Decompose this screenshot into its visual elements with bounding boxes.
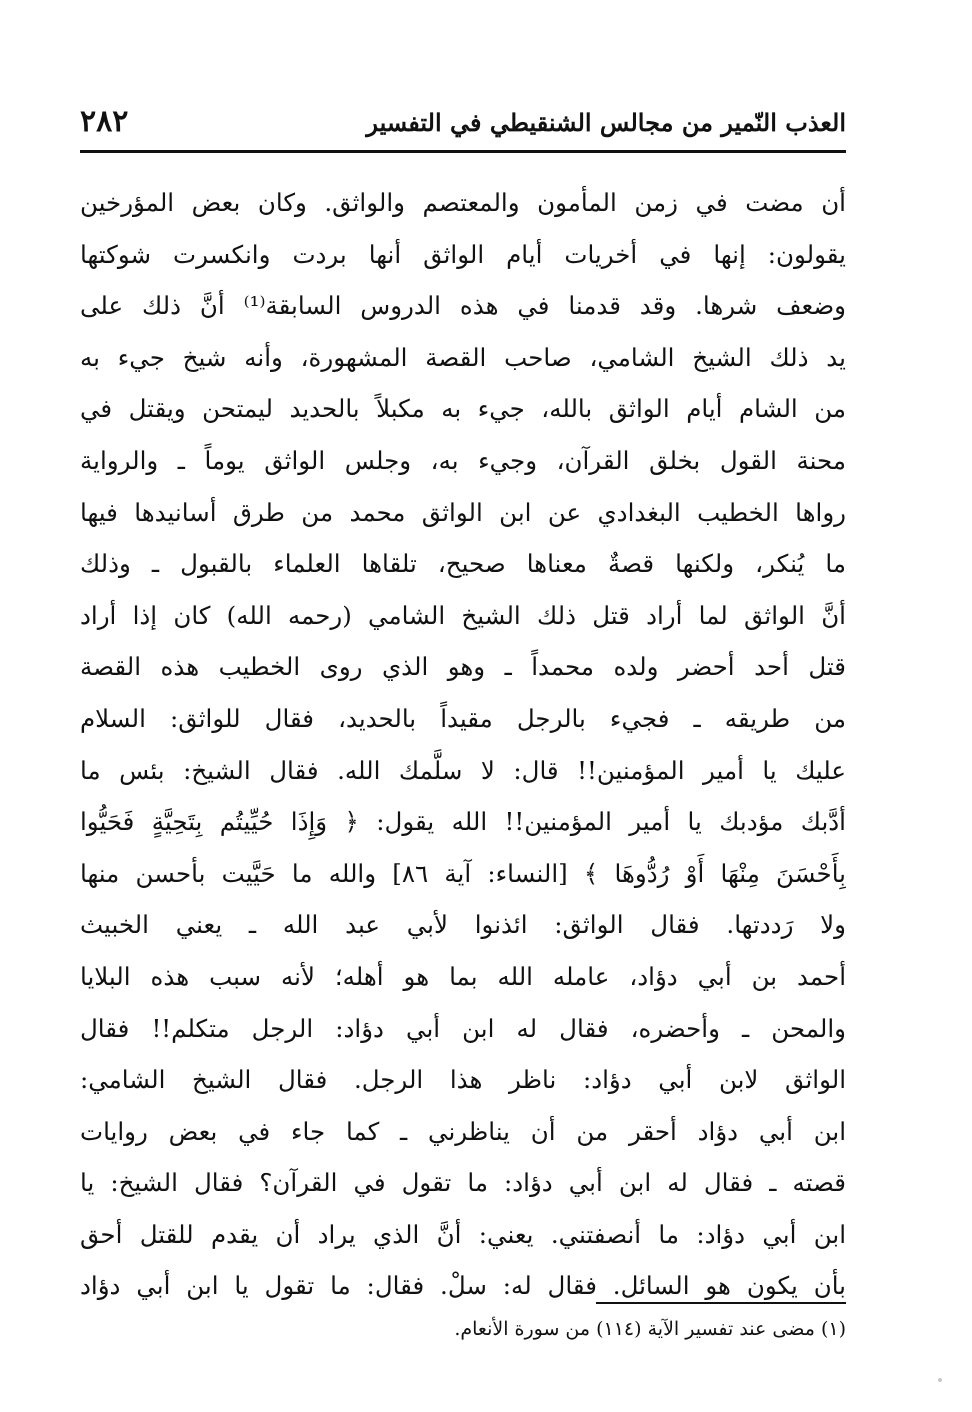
text-line: أن مضت في زمن المأمون والمعتصم والواثق. وكان بعض المؤرخين <box>80 188 846 217</box>
text-line: رواها الخطيب البغدادي عن ابن الواثق محمد من طرق أسانيدها فيها <box>80 497 846 527</box>
text-line: والمحن ـ وأحضره، فقال له ابن أبي دؤاد: الرجل متكلم!! فقال <box>80 1013 846 1043</box>
text-line: يد ذلك الشيخ الشامي، صاحب القصة المشهورة، وأنه شيخ جيء به <box>80 342 846 372</box>
text-line: قتل أحد أحضر ولده محمداً ـ وهو الذي روى الخطيب هذه القصة <box>80 652 846 682</box>
footnote: (١) مضى عند تفسير الآية (١١٤) من سورة الأنعام. <box>454 1318 846 1340</box>
footnote-separator <box>596 1302 846 1304</box>
quran-verse-line: بِأَحْسَنَ مِنْهَا أَوْ رُدُّوهَا ﴾ [النساء: آية ٨٦] والله ما حَيَّيت بأحسن منها <box>80 858 846 888</box>
text-line: بأن يكون هو السائل. فقال له: سلْ. فقال: ما تقول يا ابن أبي دؤاد <box>80 1271 846 1301</box>
running-header <box>80 100 846 153</box>
text-line: ولا رَددتها. فقال الواثق: ائذنوا لأبي عبد الله ـ يعني الخبيث <box>80 910 846 940</box>
scan-speck <box>938 1378 942 1382</box>
body-text <box>80 177 846 1312</box>
text-line: قصته ـ فقال له ابن أبي دؤاد: ما تقول في القرآن؟ فقال الشيخ: يا <box>80 1168 846 1198</box>
page-number: ٢٨٢ <box>80 104 129 139</box>
text-line: الواثق لابن أبي دؤاد: ناظر هذا الرجل. فقال الشيخ الشامي: <box>80 1065 846 1095</box>
text-line: وضعف شرها. وقد قدمنا في هذه الدروس السابقة⁽¹⁾ أنَّ ذلك على <box>80 291 846 321</box>
text-line: محنة القول بخلق القرآن، وجيء به، وجلس الواثق يوماً ـ والرواية <box>80 445 846 475</box>
text-line: ما يُنكر، ولكنها قصةٌ معناها صحيح، تلقاها العلماء بالقبول ـ وذلك <box>80 549 846 579</box>
text-line: ابن أبي دؤاد أحقر من أن يناظرني ـ كما جاء في بعض روايات <box>80 1116 846 1146</box>
text-line: أنَّ الواثق لما أراد قتل ذلك الشيخ الشامي (رحمه الله) كان إذا أراد <box>80 600 846 630</box>
text-line: يقولون: إنها في أخريات أيام الواثق أنها بردت وانكسرت شوكتها <box>80 239 846 269</box>
quran-verse-line: أدَّبك مؤدبك يا أمير المؤمنين!! الله يقول: ﴿ وَإِذَا حُيِّيتُم بِتَحِيَّةٍ فَحَيُّوا <box>80 807 846 837</box>
text-line: من طريقه ـ فجيء بالرجل مقيداً بالحديد، فقال للواثق: السلام <box>80 703 846 733</box>
text-line: أحمد بن أبي دؤاد، عامله الله بما هو أهله؛ لأنه سبب هذه البلايا <box>80 961 846 991</box>
text-line: عليك يا أمير المؤمنين!! قال: لا سلَّمك الله. فقال الشيخ: بئس ما <box>80 755 846 785</box>
text-line: ابن أبي دؤاد: ما أنصفتني. يعني: أنَّ الذي يراد أن يقدم للقتل أحق <box>80 1219 846 1249</box>
text-line: من الشام أيام الواثق بالله، جيء به مكبلاً بالحديد ليمتحن ويقتل في <box>80 394 846 424</box>
book-title: العذب النّمير من مجالس الشنقيطي في التفسير <box>366 108 846 137</box>
